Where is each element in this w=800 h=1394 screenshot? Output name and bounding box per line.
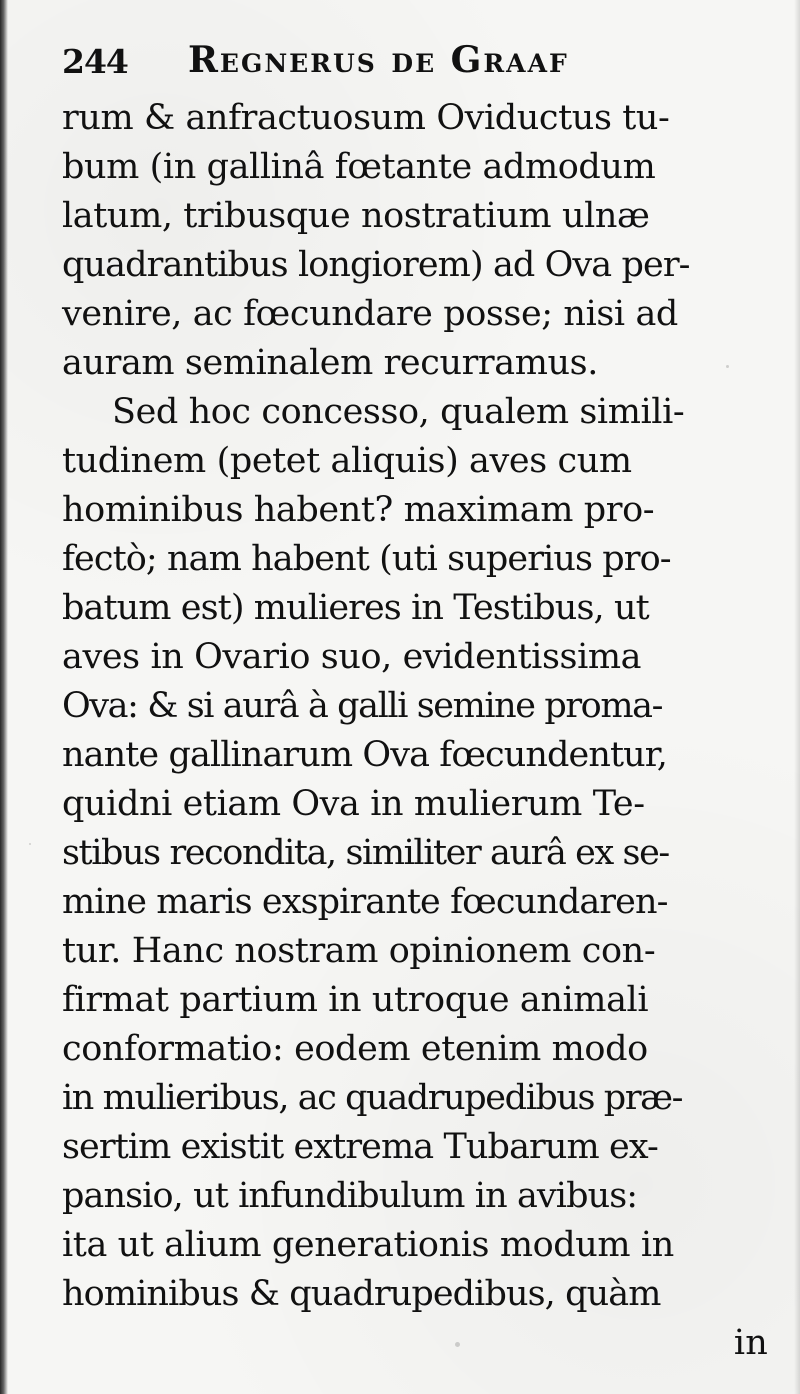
text-line: auram seminalem recurramus.: [62, 343, 598, 383]
paragraph-start-line: Sed hoc concesso, qualem simili-: [112, 392, 685, 432]
text-line: venire, ac fœcundare posse; nisi ad: [62, 294, 678, 334]
page-header: [62, 32, 762, 84]
paper-speck: [455, 1342, 460, 1347]
catchword: in: [733, 1323, 768, 1363]
text-line: aves in Ovario suo, evidentissima: [62, 637, 642, 677]
paper-speck: [726, 365, 729, 368]
text-line: stibus recondita, similiter aurâ ex se-: [62, 833, 669, 873]
text-line: ita ut alium generationis modum in: [62, 1225, 674, 1265]
text-line: conformatio: eodem etenim modo: [62, 1029, 648, 1069]
running-head: Regnerus de Graaf: [188, 39, 569, 81]
paper-speck: [642, 176, 644, 178]
text-line: in mulieribus, ac quadrupedibus præ-: [62, 1078, 683, 1118]
text-line: bum (in gallinâ fœtante admodum: [62, 147, 656, 187]
text-line: tur. Hanc nostram opinionem con-: [62, 931, 656, 971]
text-line: sertim existit extrema Tubarum ex-: [62, 1127, 658, 1167]
text-line: firmat partium in utroque animali: [62, 980, 649, 1020]
text-line: mine maris exspirante fœcundaren-: [62, 882, 668, 922]
page-number: 244: [62, 42, 128, 81]
text-line: hominibus habent? maximam pro-: [62, 490, 655, 530]
text-line: quadrantibus longiorem) ad Ova per-: [62, 245, 690, 285]
text-line: rum & anfractuosum Oviductus tu-: [62, 98, 670, 138]
binding-shadow: [0, 0, 8, 1394]
text-line: tudinem (petet aliquis) aves cum: [62, 441, 632, 481]
text-line: Ova: & si aurâ à galli semine proma-: [62, 686, 663, 726]
body-text: [62, 94, 770, 1368]
page-edge-shadow: [794, 0, 800, 1394]
text-line: fectò; nam habent (uti superius pro-: [62, 539, 671, 579]
text-line: nante gallinarum Ova fœcundentur,: [62, 735, 667, 775]
paper-speck: [29, 843, 31, 845]
text-line: quidni etiam Ova in mulierum Te-: [62, 784, 645, 824]
text-line: pansio, ut infundibulum in avibus:: [62, 1176, 638, 1216]
text-line: hominibus & quadrupedibus, quàm: [62, 1274, 661, 1314]
text-line: latum, tribusque nostratium ulnæ: [62, 196, 650, 236]
text-line: batum est) mulieres in Testibus, ut: [62, 588, 649, 628]
paper-speck: [215, 1287, 218, 1290]
